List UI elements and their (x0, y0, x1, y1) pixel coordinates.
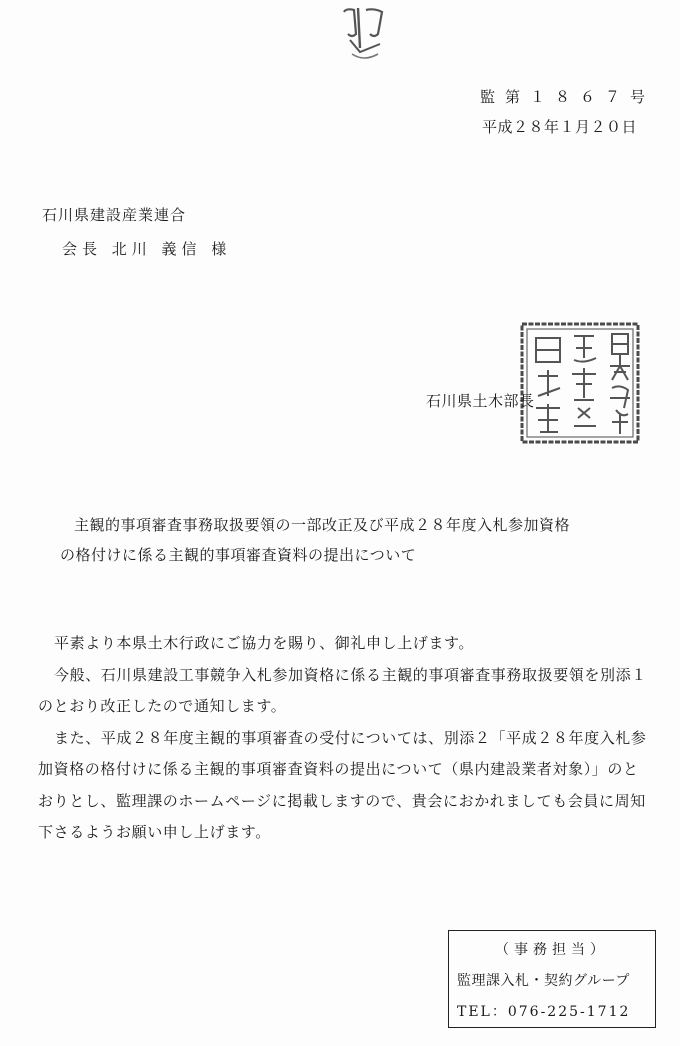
body-line-5: 加資格の格付けに係る主観的事項審査資料の提出について（県内建設業者対象）」のと (38, 760, 639, 778)
top-stamp-mark (338, 4, 392, 64)
contact-telephone: TEL：076-225-1712 (457, 1004, 631, 1020)
recipient-name: 会長 北川 義信 様 (62, 240, 232, 258)
document-date: 平成２８年１月２０日 (482, 118, 638, 136)
body-line-4: また、平成２８年度主観的事項審査の受付については、別添２「平成２８年度入札参 (54, 729, 647, 747)
recipient-organization: 石川県建設産業連合 (42, 206, 187, 224)
contact-box (448, 930, 656, 1028)
contact-department: 監理課入札・契約グループ (457, 973, 630, 989)
body-line-3: のとおり改正したので通知します。 (38, 697, 287, 715)
document-number: 監第１８６７号 (480, 88, 656, 106)
body-line-6: おりとし、監理課のホームページに掲載しますので、貴会におかれましても会員に周知 (38, 792, 646, 810)
body-line-2: 今般、石川県建設工事競争入札参加資格に係る主観的事項審査事務取扱要領を別添１ (54, 666, 647, 684)
subject-line-2: の格付けに係る主観的事項審査資料の提出について (60, 546, 417, 564)
sender-name: 石川県土木部長 (426, 392, 535, 410)
official-seal-icon (516, 318, 644, 448)
contact-heading: （事務担当） (495, 942, 609, 958)
subject-line-1: 主観的事項審査事務取扱要領の一部改正及び平成２８年度入札参加資格 (74, 516, 571, 534)
body-line-1: 平素より本県土木行政にご協力を賜り、御礼申し上げます。 (54, 634, 475, 652)
body-line-7: 下さるようお願い申し上げます。 (38, 823, 271, 841)
